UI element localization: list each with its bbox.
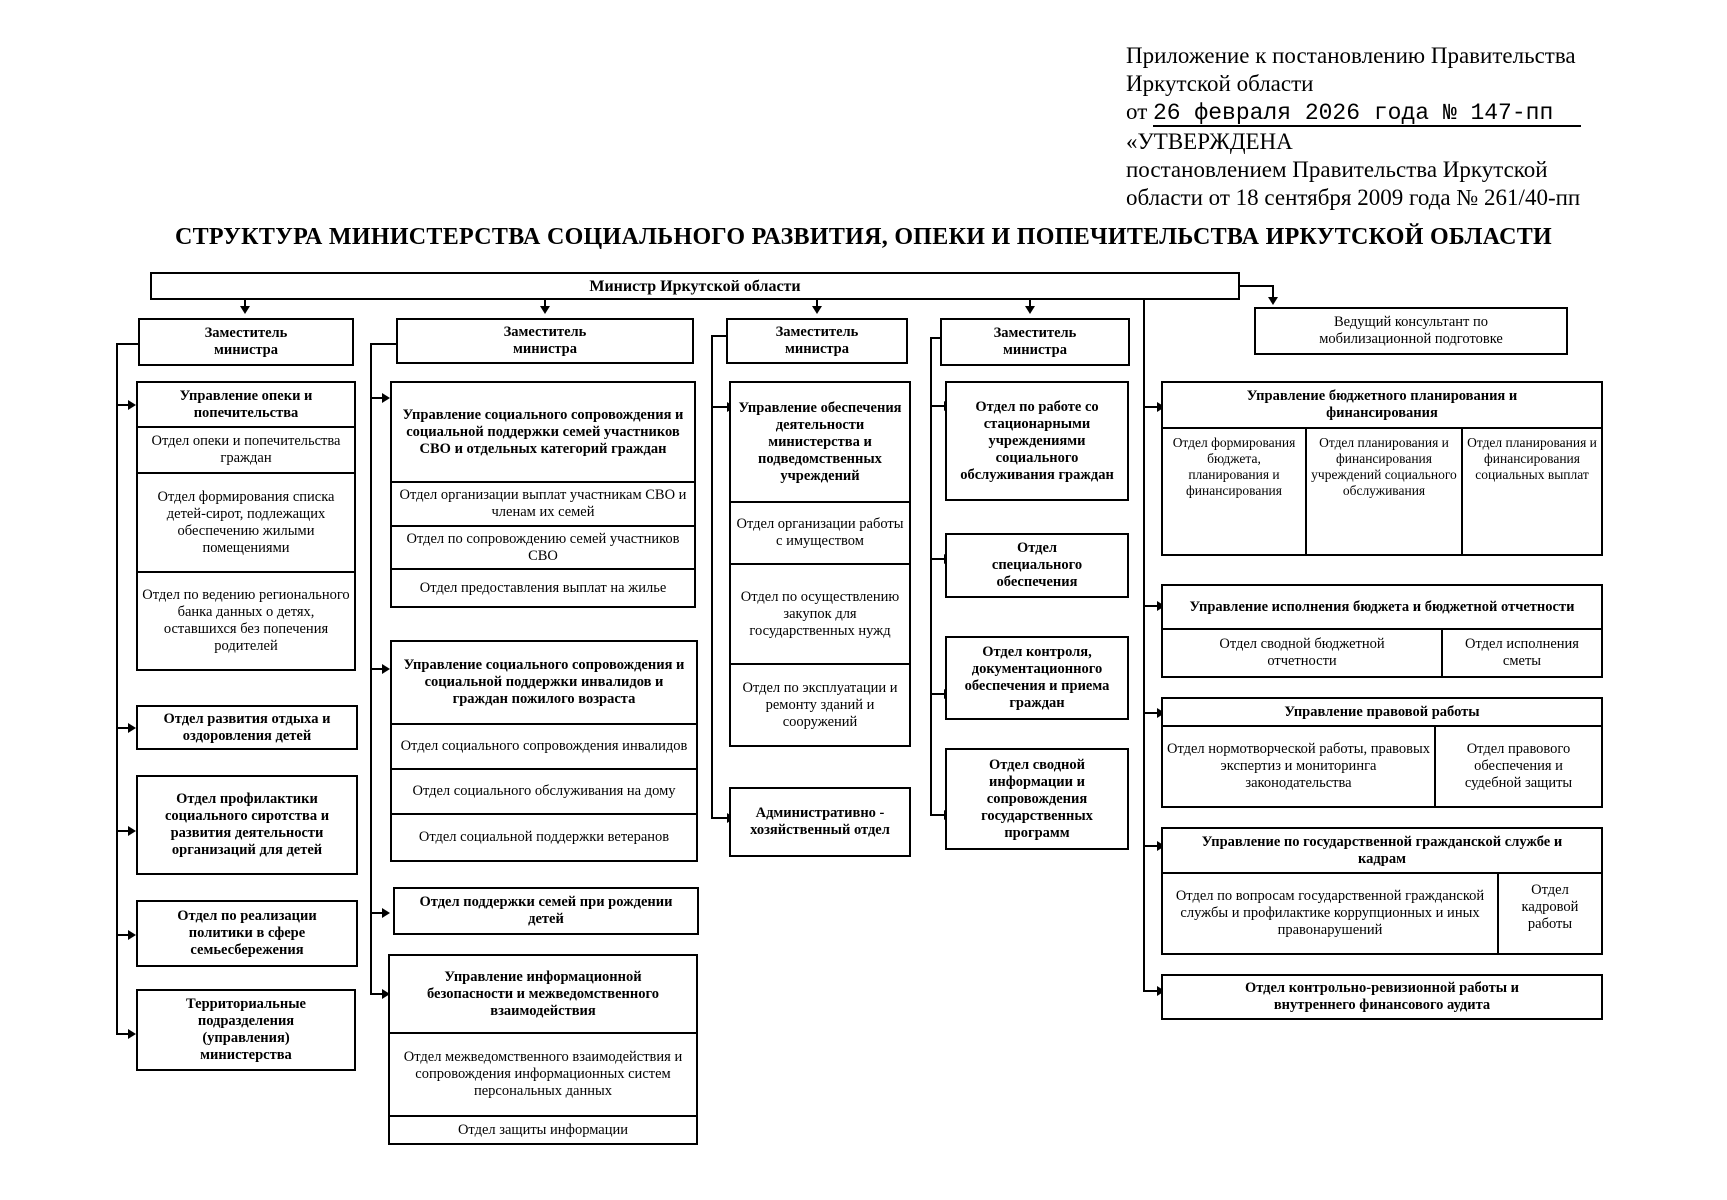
header-line-2: Иркутской области	[1126, 71, 1314, 96]
infosec-department	[388, 954, 698, 1145]
budget-execution-head: Управление исполнения бюджета и бюджетной отчетности	[1163, 586, 1601, 630]
special-provision-dept: Отдел специального обеспечения	[945, 533, 1129, 598]
disabled-head: Управление социального сопровождения и социальной поддержки инвалидов и граждан пожилого возраста	[392, 642, 696, 725]
guardianship-head: Управление опеки и попечительства	[138, 383, 354, 428]
birth-support-dept: Отдел поддержки семей при рождении детей	[393, 887, 699, 935]
header-date: 26 февраля 2026 года № 147-пп	[1153, 101, 1581, 127]
header-line-1: Приложение к постановлению Правительства	[1126, 43, 1576, 68]
guardianship-dept-3: Отдел по ведению регионального банка данных о детях, оставшихся без попечения родителей	[142, 587, 350, 654]
budget-planning-department	[1161, 381, 1603, 556]
control-documentation-dept: Отдел контроля, документационного обеспечения и приема граждан	[945, 636, 1129, 720]
header-line-5: постановлением Правительства Иркутской	[1126, 157, 1548, 182]
support-dept-2: Отдел по осуществлению закупок для государственных нужд	[731, 565, 909, 665]
disabled-dept-2: Отдел социального обслуживания на дому	[392, 770, 696, 815]
svo-support-department	[390, 381, 696, 608]
legal-department	[1161, 697, 1603, 808]
minister-box: Министр Иркутской области	[150, 272, 1240, 300]
support-head: Управление обеспечения деятельности министерства и подведомственных учреждений	[731, 383, 909, 503]
stationary-institutions-dept: Отдел по работе со стационарными учреждениями социального обслуживания граждан	[945, 381, 1129, 501]
family-policy-dept: Отдел по реализации политики в сфере семьесбережения	[136, 900, 358, 967]
header-line-4: «УТВЕРЖДЕНА	[1126, 129, 1293, 154]
deputy-minister-1: Заместитель министра	[138, 318, 354, 366]
civil-service-dept-1: Отдел по вопросам государственной гражданской службы и профилактике коррупционных и иных правонарушений	[1163, 874, 1499, 953]
budget-planning-dept-3: Отдел планирования и финансирования социальных выплат	[1467, 435, 1597, 482]
guardianship-department	[136, 381, 356, 671]
disabled-dept-3: Отдел социальной поддержки ветеранов	[418, 829, 670, 845]
guardianship-dept-2: Отдел формирования списка детей-сирот, подлежащих обеспечению жилыми помещениями	[138, 474, 354, 573]
deputy-minister-3: Заместитель министра	[726, 318, 908, 364]
page-title: СТРУКТУРА МИНИСТЕРСТВА СОЦИАЛЬНОГО РАЗВИТИЯ, ОПЕКИ И ПОПЕЧИТЕЛЬСТВА ИРКУТСКОЙ ОБЛАСТИ	[174, 224, 1553, 250]
legal-head: Управление правовой работы	[1163, 699, 1601, 727]
svo-head: Управление социального сопровождения и социальной поддержки семей участников СВО и отдельных категорий граждан	[392, 383, 694, 483]
infosec-head: Управление информационной безопасности и межведомственного взаимодействия	[390, 956, 696, 1034]
territorial-divisions: Территориальные подразделения (управления) министерства	[136, 989, 356, 1071]
civil-service-department	[1161, 827, 1603, 955]
header-line-3	[1126, 98, 1581, 127]
infosec-dept-1: Отдел межведомственного взаимодействия и сопровождения информационных систем персональных данных	[390, 1034, 696, 1117]
infosec-dept-2: Отдел защиты информации	[457, 1121, 629, 1138]
deputy-minister-4: Заместитель министра	[940, 318, 1130, 366]
budget-planning-dept-1: Отдел формирования бюджета, планирования и финансирования	[1163, 429, 1307, 554]
budget-planning-head: Управление бюджетного планирования и финансирования	[1163, 383, 1601, 429]
summary-info-dept: Отдел сводной информации и сопровождения государственных программ	[945, 748, 1129, 850]
legal-dept-2: Отдел правового обеспечения и судебной защиты	[1464, 741, 1573, 791]
support-dept-3: Отдел по эксплуатации и ремонту зданий и сооружений	[742, 679, 898, 730]
civil-service-dept-2: Отдел кадровой работы	[1521, 882, 1579, 932]
header-date-prefix: от	[1126, 99, 1148, 124]
svo-dept-1: Отдел организации выплат участникам СВО и членам их семей	[392, 483, 694, 527]
budget-execution-dept-2: Отдел исполнения сметы	[1465, 636, 1579, 669]
civil-service-head: Управление по государственной гражданской службе и кадрам	[1163, 829, 1601, 874]
ministry-support-department	[729, 381, 911, 747]
legal-dept-1: Отдел нормотворческой работы, правовых экспертиз и мониторинга законодательства	[1163, 727, 1436, 806]
budget-execution-dept-1: Отдел сводной бюджетной отчетности	[1163, 630, 1443, 676]
admin-economic-dept: Административно - хозяйственный отдел	[729, 787, 911, 857]
disabled-support-department	[390, 640, 698, 862]
disabled-dept-1: Отдел социального сопровождения инвалидов	[392, 725, 696, 770]
svo-dept-3: Отдел предоставления выплат на жилье	[419, 579, 667, 596]
svo-dept-2: Отдел по сопровождению семей участников СВО	[392, 527, 694, 570]
support-dept-1: Отдел организации работы с имуществом	[731, 503, 909, 565]
audit-dept: Отдел контрольно-ревизионной работы и внутреннего финансового аудита	[1161, 974, 1603, 1020]
budget-planning-dept-2: Отдел планирования и финансирования учреждений социального обслуживания	[1307, 429, 1463, 554]
orphanhood-prevention-dept: Отдел профилактики социального сиротства и развития деятельности организаций для детей	[136, 775, 358, 875]
mobilization-consultant: Ведущий консультант по мобилизационной подготовке	[1254, 307, 1568, 355]
deputy-minister-2: Заместитель министра	[396, 318, 694, 364]
children-rest-dept: Отдел развития отдыха и оздоровления детей	[136, 705, 358, 750]
guardianship-dept-1: Отдел опеки и попечительства граждан	[138, 428, 354, 474]
header-line-6: области от 18 сентября 2009 года № 261/40-пп	[1126, 185, 1581, 210]
budget-execution-department	[1161, 584, 1603, 678]
